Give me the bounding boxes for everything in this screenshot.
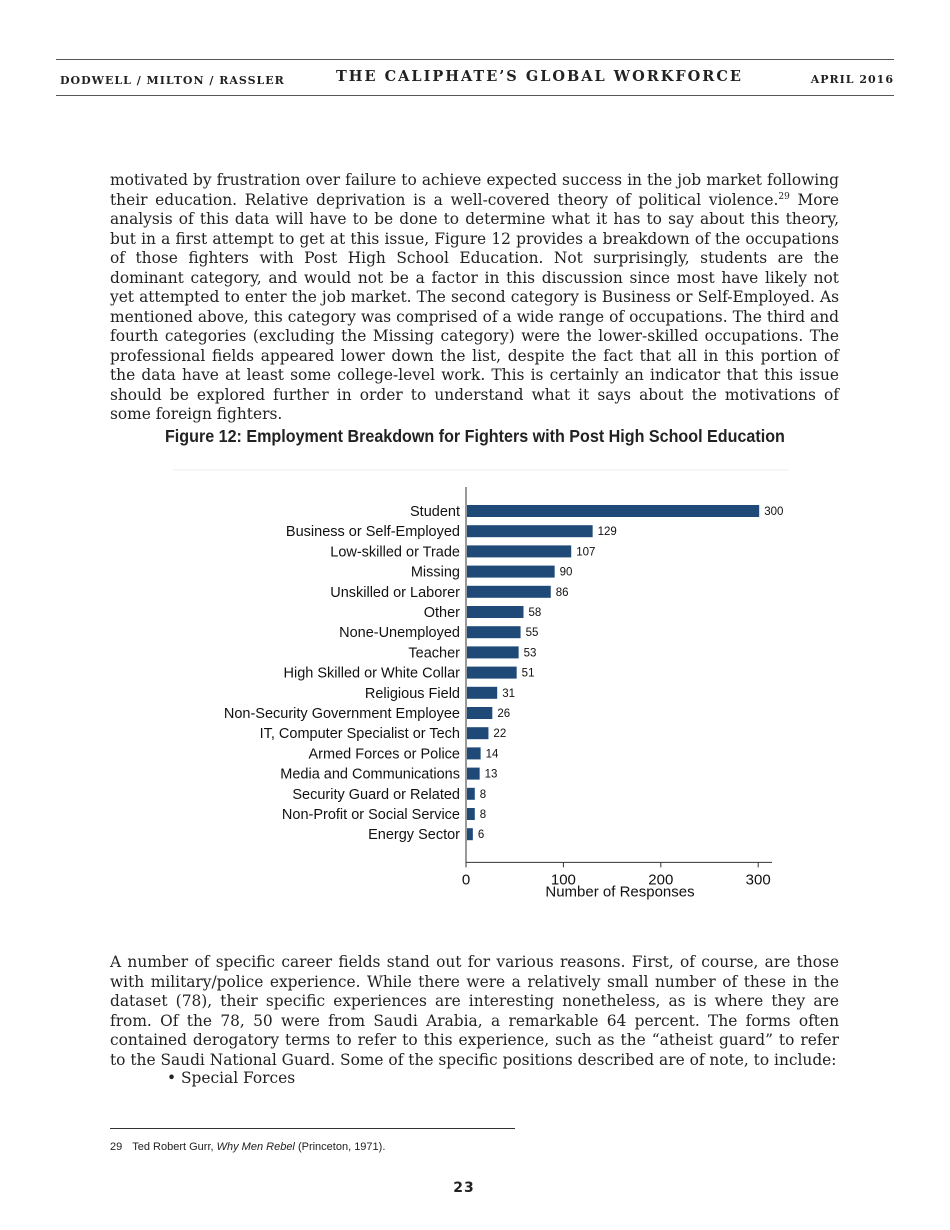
x-tick-label: 0 (461, 871, 471, 889)
x-tick-label: 300 (745, 871, 771, 889)
paragraph-1-part-b: More analysis of this data will have to be done to determine what it has to say about this theory, but in a first attempt to get at this issue, Figure 12 provides a breakdown of the occupations of those fighters with Post High School Education. Not surprisingly, students are the dominant category, and would not be a factor in this discussion since most have likely not yet attempted to enter the job market. The second category is Business or Self-Employed. As mentioned above, this category was comprised of a wide range of occupations. The third and fourth categories (excluding the Missing category) were the lower-skilled occupations. The professional fields appeared lower down the list, despite the fact that all in this portion of the data have at least some college-level work. This is certainly an indicator that this issue should be explored further in order to understand what it says about the motivations of some foreign fighters. (110, 190, 839, 423)
bar-6 (467, 626, 521, 638)
employment-bar-chart (0, 460, 950, 910)
category-label: Missing (410, 564, 460, 581)
header-top-rule (56, 59, 894, 60)
footnote-rule (110, 1128, 515, 1129)
category-label: Business or Self-Employed (285, 524, 460, 541)
value-label: 129 (597, 526, 617, 539)
value-label: 8 (479, 809, 487, 821)
footnote-author: Ted Robert Gurr, (132, 1141, 217, 1153)
value-label: 90 (559, 566, 573, 579)
value-label: 107 (576, 546, 596, 559)
bar-10 (467, 707, 492, 719)
bar-11 (467, 727, 488, 739)
category-label: Teacher (408, 645, 460, 662)
value-label: 300 (764, 506, 784, 518)
category-label: Energy Sector (368, 827, 460, 844)
bar-15 (467, 808, 475, 820)
value-label: 6 (477, 829, 485, 842)
page-number: 23 (453, 1180, 475, 1196)
x-tick-label: 100 (550, 871, 576, 889)
chart-bars (467, 505, 759, 840)
x-tick-label: 200 (648, 871, 674, 889)
bar-14 (467, 788, 475, 800)
value-label: 31 (502, 687, 515, 700)
body-paragraph-2: A number of specific career fields stand out for various reasons. First, of course, are those with military/police experience. While there were a relatively small number of these in the dataset (78), their specific experiences are interesting nonetheless, as is where they are from. Of the 78, 50 were from Saudi Arabia, a remarkable 64 percent. The forms often contained derogatory terms to refer to this experience, such as the “atheist guard” to refer to the Saudi National Guard. Some of the specific positions described are of note, to include: (110, 953, 839, 1069)
bar-2 (467, 545, 571, 557)
value-label: 8 (479, 788, 487, 801)
header-date: APRIL 2016 (810, 73, 894, 86)
value-label: 58 (528, 607, 542, 619)
bar-9 (467, 687, 497, 699)
category-label: High Skilled or White Collar (283, 665, 460, 682)
category-label: None-Unemployed (339, 625, 460, 642)
footnote-publication: (Princeton, 1971). (294, 1141, 386, 1153)
value-label: 26 (497, 708, 511, 720)
footnote-reference[interactable]: 29 (778, 191, 790, 202)
body-paragraph-1 (110, 171, 839, 425)
footnote (110, 1141, 385, 1153)
bar-3 (467, 566, 555, 578)
category-label: Non-Profit or Social Service (281, 807, 460, 823)
value-label: 14 (485, 748, 499, 761)
chart-x-axis-label: Number of Responses (545, 883, 695, 901)
value-label: 55 (525, 627, 539, 640)
category-label: Student (410, 504, 460, 520)
category-label: IT, Computer Specialist or Tech (259, 726, 460, 743)
category-label: Media and Communications (280, 766, 460, 783)
category-label: Armed Forces or Police (308, 746, 460, 763)
value-label: 86 (555, 586, 569, 599)
bar-0 (467, 505, 759, 517)
value-label: 53 (523, 647, 537, 660)
bar-4 (467, 586, 551, 598)
category-label: Security Guard or Related (292, 786, 460, 803)
value-label: 22 (493, 728, 507, 741)
value-label: 13 (484, 768, 498, 781)
bar-5 (467, 606, 523, 618)
value-label: 51 (521, 667, 535, 680)
bar-1 (467, 525, 593, 537)
category-label: Other (423, 605, 460, 621)
header-bottom-rule (56, 95, 894, 96)
figure-title: Figure 12: Employment Breakdown for Fighters with Post High School Education (164, 426, 785, 446)
bar-8 (467, 667, 517, 679)
bar-12 (467, 747, 481, 759)
category-label: Unskilled or Laborer (330, 584, 460, 601)
bar-13 (467, 768, 480, 780)
paragraph-1-part-a: motivated by frustration over failure to achieve expected success in the job market following their education. Relative deprivation is a well-covered theory of political violence. (110, 171, 839, 209)
footnote-book-title: Why Men Rebel (216, 1141, 295, 1153)
footnote-number: 29 (110, 1141, 123, 1153)
bar-16 (467, 828, 473, 840)
chart-category-labels (224, 504, 460, 843)
bar-7 (467, 646, 519, 658)
bullet-item: • Special Forces (167, 1069, 296, 1087)
category-label: Low-skilled or Trade (330, 544, 460, 561)
header-authors: DODWELL / MILTON / RASSLER (60, 74, 285, 87)
category-label: Non-Security Government Employee (223, 706, 460, 722)
category-label: Religious Field (364, 685, 460, 702)
header-title: THE CALIPHATE’S GLOBAL WORKFORCE (336, 68, 743, 85)
